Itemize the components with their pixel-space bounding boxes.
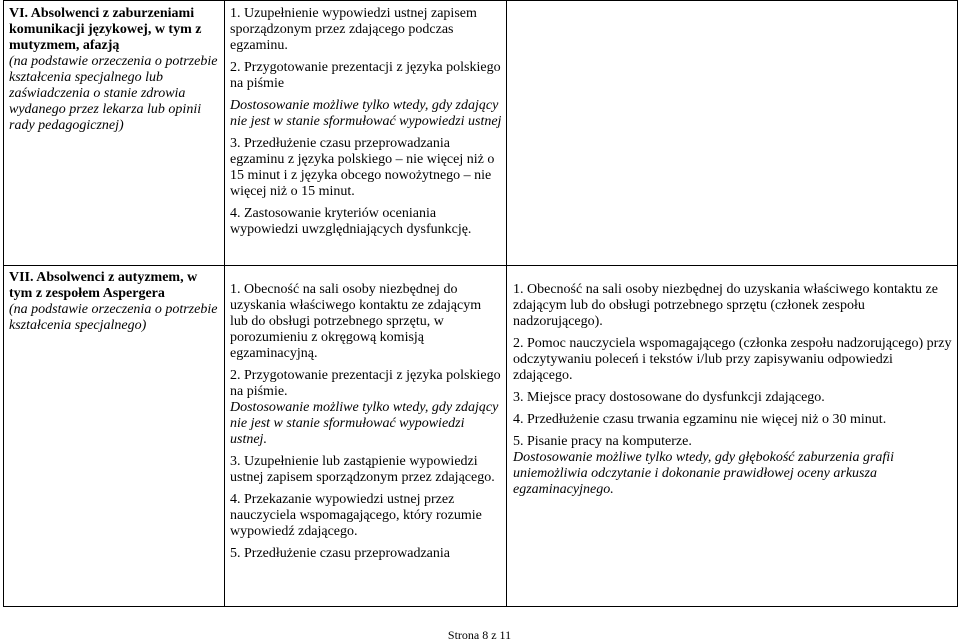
table-border-right	[957, 0, 958, 607]
row7-exam-item-5: 5. Pisanie pracy na komputerze.	[513, 434, 692, 449]
row6-category-cell	[9, 6, 219, 134]
row7-item-5: 5. Przedłużenie czasu przeprowadzania	[230, 546, 450, 561]
table-border-top	[3, 0, 958, 1]
column-divider-1	[224, 0, 225, 607]
row6-item-2: 2. Przygotowanie prezentacji z języka polskiego na piśmie	[230, 60, 501, 91]
row7-exam-item-1: 1. Obecność na sali osoby niezbędnej do uzyskania właściwego kontaktu ze zdającym lub do obsługi potrzebnego sprzętu (członek zespołu nadzorującego).	[513, 282, 938, 329]
row7-exam-item-3: 3. Miejsce pracy dostosowane do dysfunkcji zdającego.	[513, 390, 825, 405]
row6-item-1: 1. Uzupełnienie wypowiedzi ustnej zapisem sporządzonym przez zdającego podczas egzaminu.	[230, 6, 477, 53]
row6-item-2-note: Dostosowanie możliwe tylko wtedy, gdy zdający nie jest w stanie sformułować wypowiedzi ustnej	[230, 98, 502, 129]
row6-item-3: 3. Przedłużenie czasu przeprowadzania egzaminu z języka polskiego – nie więcej niż o 15 minut i z języka obcego nowożytnego – nie więcej niż o 15 minut.	[230, 136, 495, 199]
row7-category-note: (na podstawie orzeczenia o potrzebie kształcenia specjalnego)	[9, 302, 218, 333]
column-divider-2	[506, 0, 507, 607]
row6-item-4: 4. Zastosowanie kryteriów oceniania wypowiedzi uwzględniających dysfunkcję.	[230, 206, 472, 237]
row7-item-1: 1. Obecność na sali osoby niezbędnej do uzyskania właściwego kontaktu ze zdającym lub do obsługi potrzebnego sprzętu, w porozumieniu z okręgową komisją egzaminacyjną.	[230, 282, 482, 361]
row7-exam-item-4: 4. Przedłużenie czasu trwania egzaminu nie więcej niż o 30 minut.	[513, 412, 887, 427]
row7-category-title: VII. Absolwenci z autyzmem, w tym z zespołem Aspergera	[9, 270, 198, 301]
row7-accommodations-cell	[230, 282, 502, 562]
row7-item-2-note: Dostosowanie możliwe tylko wtedy, gdy zdający nie jest w stanie sformułować wypowiedzi ustnej.	[230, 400, 499, 447]
row6-category-title: VI. Absolwenci z zaburzeniami komunikacji językowej, w tym z mutyzmem, afazją	[9, 6, 202, 53]
row-divider	[3, 265, 958, 266]
row7-exam-item-2: 2. Pomoc nauczyciela wspomagającego (członka zespołu nadzorującego) przy odczytywaniu poleceń i tekstów i/lub przy zapisywaniu odpowiedzi zdającego.	[513, 336, 952, 383]
page-number: Strona 8 z 11	[447, 628, 512, 642]
row7-item-2: 2. Przygotowanie prezentacji z języka polskiego na piśmie.	[230, 368, 501, 399]
row6-category-note: (na podstawie orzeczenia o potrzebie kształcenia specjalnego lub zaświadczenia o stanie zdrowia wydanego przez lekarza lub opinii rady pedagogicznej)	[9, 54, 218, 133]
row6-accommodations-cell	[230, 6, 502, 238]
row7-exam-item-5-note: Dostosowanie możliwe tylko wtedy, gdy głębokość zaburzenia grafii uniemożliwia odczytanie i dokonanie prawidłowej oceny arkusza egzaminacyjnego.	[513, 450, 895, 497]
row7-item-4: 4. Przekazanie wypowiedzi ustnej przez nauczyciela wspomagającego, który rozumie wypowiedź zdającego.	[230, 492, 482, 539]
table-border-left	[3, 0, 4, 607]
row7-exam-accommodations-cell	[513, 282, 953, 498]
table-border-bottom	[3, 606, 958, 607]
row7-item-3: 3. Uzupełnienie lub zastąpienie wypowiedzi ustnej zapisem sporządzonym przez zdającego.	[230, 454, 495, 485]
row7-category-cell	[9, 270, 219, 334]
